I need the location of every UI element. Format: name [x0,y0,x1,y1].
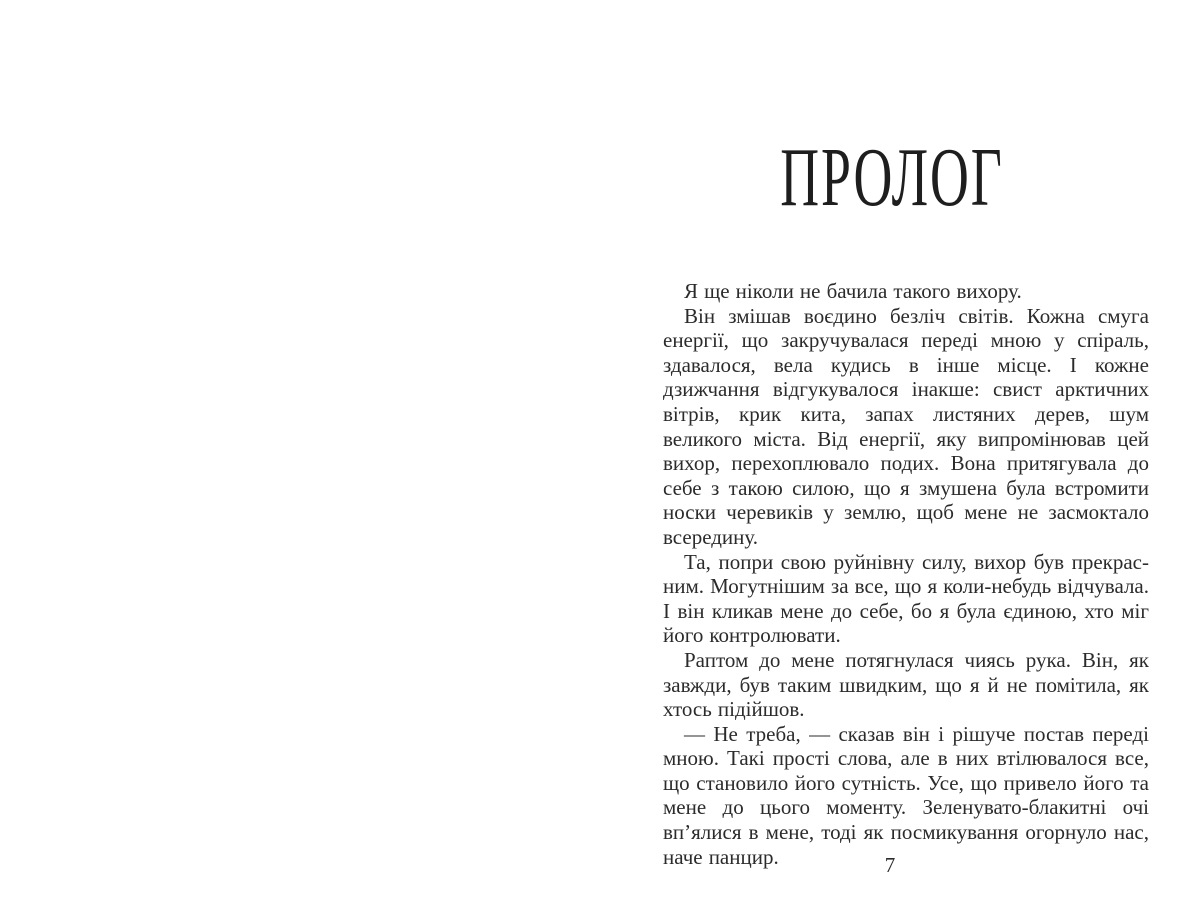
body-text [663,279,1149,869]
paragraph: Я ще ніколи не бачила такого вихору. [684,279,1022,303]
paragraph: Раптом до мене потягнулася чиясь рука. Він, як завжди, був таким швидким, що я й не помітила, як хтось підійшов. [663,647,1149,722]
paragraph: — Не треба, — сказав він і рішуче постав переді мною. Такі прості слова, але в них втілювалося все, що становило його сутність. Усе, що привело його та мене до цього моменту. Зеленувато-блакитні очі вп’ялися в мене, тоді як посмикування огорнуло нас, наче панцир. [663,721,1149,869]
paragraph: Він змішав воєдино безліч світів. Кожна смуга енергії, що закручувалася переді мною у спіраль, здавалося, вела кудись в інше місце. І кожне дзижчання відгукувалося інакше: свист арктичних вітрів, крик кита, запах листяних дерев, шум великого міста. Від енергії, яку випромінював цей вихор, перехоплювало подих. Вона притягувала до себе з такою силою, що я змушена була встромити носки черевиків у землю, щоб мене не засмоктало всередину. [663,303,1149,549]
paragraph: Та, попри свою руйнівну силу, вихор був прекрасним. Могутнішим за все, що я коли-небудь відчувала. І він кликав мене до себе, бо я була єдиною, хто міг його контролювати. [663,549,1149,648]
page-number: 7 [884,853,896,877]
chapter-title: ПРОЛОГ [780,131,1004,225]
